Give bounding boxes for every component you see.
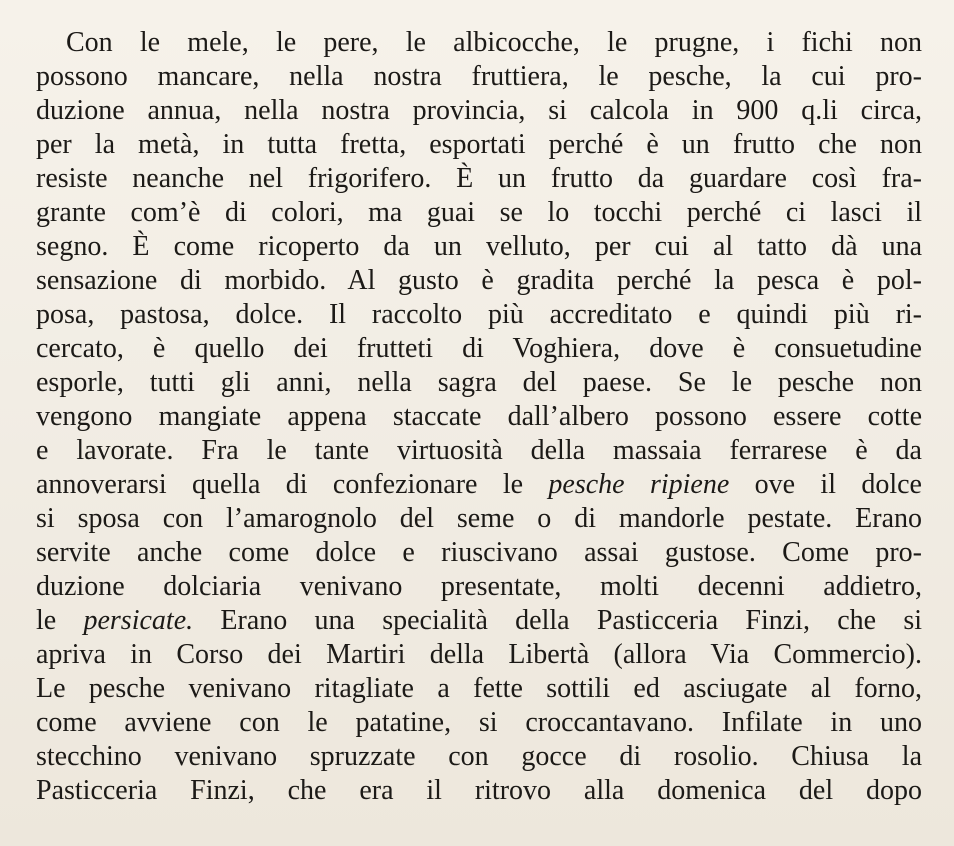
text-line: esporle, tutti gli anni, nella sagra del paese. Se le pesche non <box>36 367 922 398</box>
text-line: posa, pastosa, dolce. Il raccolto più accreditato e quindi più ri- <box>36 299 922 330</box>
text-line: cercato, è quello dei frutteti di Voghiera, dove è consuetudine <box>36 333 922 364</box>
text-line: duzione annua, nella nostra provincia, si calcola in 900 q.li circa, <box>36 95 922 126</box>
text-line: stecchino venivano spruzzate con gocce di rosolio. Chiusa la <box>36 741 922 772</box>
text-line <box>36 468 922 502</box>
text-line: servite anche come dolce e riuscivano assai gustose. Come pro- <box>36 537 922 568</box>
text-line: duzione dolciaria venivano presentate, molti decenni addietro, <box>36 571 922 602</box>
italic-term: persicate. <box>83 605 194 636</box>
text-line: resiste neanche nel frigorifero. È un frutto da guardare così fra- <box>36 163 922 194</box>
text-run: Erano una specialità della Pasticceria Finzi, che si <box>193 605 922 636</box>
text-line: si sposa con l’amarognolo del seme o di mandorle pestate. Erano <box>36 503 922 534</box>
text-line: sensazione di morbido. Al gusto è gradita perché la pesca è pol- <box>36 265 922 296</box>
text-line: vengono mangiate appena staccate dall’albero possono essere cotte <box>36 401 922 432</box>
text-run: ove il dolce <box>729 469 922 500</box>
text-line: come avviene con le patatine, si croccantavano. Infilate in uno <box>36 707 922 738</box>
text-line: grante com’è di colori, ma guai se lo tocchi perché ci lasci il <box>36 197 922 228</box>
italic-term: pesche ripiene <box>548 469 730 500</box>
body-text <box>36 26 922 808</box>
text-run: annoverarsi quella di confezionare le <box>36 469 549 500</box>
text-line: apriva in Corso dei Martiri della Libertà (allora Via Commercio). <box>36 639 922 670</box>
text-line: e lavorate. Fra le tante virtuosità della massaia ferrarese è da <box>36 435 922 466</box>
text-line: Pasticceria Finzi, che era il ritrovo alla domenica del dopo <box>36 775 922 806</box>
text-run: le <box>36 605 84 636</box>
text-line: Le pesche venivano ritagliate a fette sottili ed asciugate al forno, <box>36 673 922 704</box>
text-line <box>36 604 922 638</box>
text-line: Con le mele, le pere, le albicocche, le prugne, i fichi non <box>66 27 922 58</box>
text-line: per la metà, in tutta fretta, esportati perché è un frutto che non <box>36 129 922 160</box>
text-line: segno. È come ricoperto da un velluto, per cui al tatto dà una <box>36 231 922 262</box>
text-line: possono mancare, nella nostra fruttiera, le pesche, la cui pro- <box>36 61 922 92</box>
